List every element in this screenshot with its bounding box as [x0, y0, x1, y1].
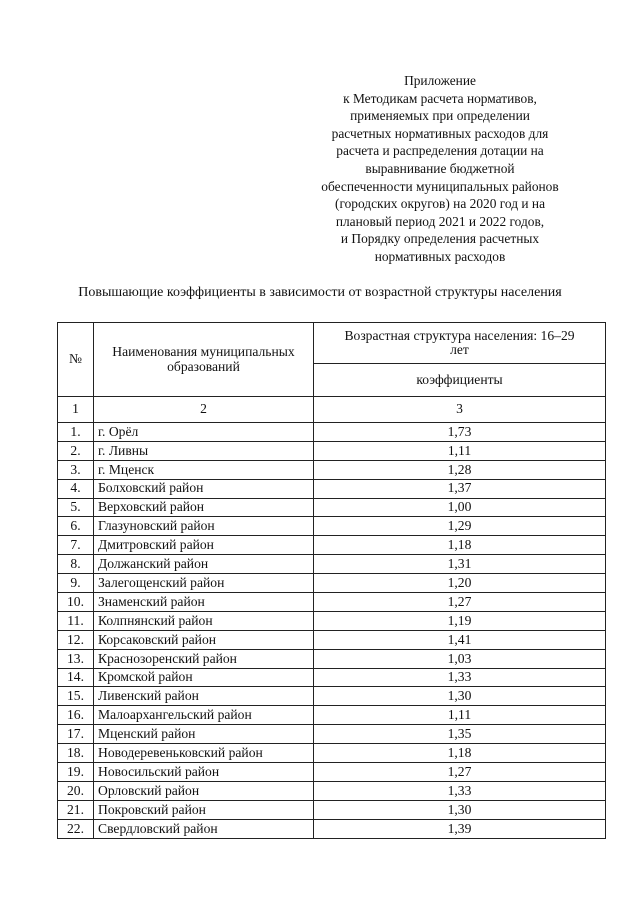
appendix-line: к Методикам расчета нормативов, [343, 90, 537, 106]
row-number: 11. [58, 611, 94, 630]
row-number: 16. [58, 706, 94, 725]
appendix-line: применяемых при определении [350, 108, 530, 124]
row-coefficient: 1,11 [314, 706, 606, 725]
row-coefficient: 1,30 [314, 687, 606, 706]
row-number: 6. [58, 517, 94, 536]
row-municipality: Глазуновский район [94, 517, 314, 536]
row-coefficient: 1,11 [314, 441, 606, 460]
row-number: 10. [58, 593, 94, 612]
row-municipality: Малоархангельский район [94, 706, 314, 725]
row-municipality: Должанский район [94, 555, 314, 574]
table-row [58, 649, 606, 668]
row-municipality: Кромской район [94, 668, 314, 687]
header-index-1: 1 [58, 397, 94, 423]
row-number: 15. [58, 687, 94, 706]
row-number: 7. [58, 536, 94, 555]
table-row [58, 744, 606, 763]
row-municipality: Новодеревеньковский район [94, 744, 314, 763]
table-row [58, 611, 606, 630]
row-number: 8. [58, 555, 94, 574]
appendix-line: обеспеченности муниципальных районов [321, 178, 559, 194]
appendix-line: расчета и распределения дотации на [336, 143, 544, 159]
header-index-2: 2 [94, 397, 314, 423]
appendix-line: (городских округов) на 2020 год и на [334, 196, 546, 212]
table-row [58, 819, 606, 838]
row-number: 17. [58, 725, 94, 744]
row-municipality: Краснозоренский район [94, 649, 314, 668]
table-row [58, 800, 606, 819]
table-title: Повышающие коэффициенты в зависимости от возрастной структуры населения [78, 285, 562, 300]
header-index-3: 3 [314, 397, 606, 423]
row-municipality: Ливенский район [94, 687, 314, 706]
row-number: 12. [58, 630, 94, 649]
appendix-line: нормативных расходов [374, 248, 506, 264]
row-municipality: Знаменский район [94, 593, 314, 612]
row-municipality: г. Мценск [94, 460, 314, 479]
row-municipality: Дмитровский район [94, 536, 314, 555]
header-coefficients: коэффициенты [314, 364, 606, 397]
row-coefficient: 1,41 [314, 630, 606, 649]
row-number: 4. [58, 479, 94, 498]
row-coefficient: 1,39 [314, 819, 606, 838]
coefficients-table [57, 322, 606, 839]
row-municipality: г. Орёл [94, 423, 314, 442]
table-row [58, 517, 606, 536]
row-municipality: Верховский район [94, 498, 314, 517]
row-municipality: г. Ливны [94, 441, 314, 460]
row-municipality: Мценский район [94, 725, 314, 744]
row-coefficient: 1,30 [314, 800, 606, 819]
row-number: 5. [58, 498, 94, 517]
row-number: 13. [58, 649, 94, 668]
row-municipality: Орловский район [94, 781, 314, 800]
table-row [58, 763, 606, 782]
table-row [58, 555, 606, 574]
table-row [58, 706, 606, 725]
row-number: 14. [58, 668, 94, 687]
table-row [58, 687, 606, 706]
row-coefficient: 1,27 [314, 593, 606, 612]
appendix-line: Приложение [404, 73, 476, 88]
table-row [58, 725, 606, 744]
row-coefficient: 1,33 [314, 668, 606, 687]
row-coefficient: 1,27 [314, 763, 606, 782]
row-municipality: Новосильский район [94, 763, 314, 782]
appendix-line: плановый период 2021 и 2022 годов, [335, 213, 545, 229]
appendix-line: и Порядку определения расчетных [340, 231, 540, 247]
row-coefficient: 1,18 [314, 536, 606, 555]
row-coefficient: 1,19 [314, 611, 606, 630]
table-row [58, 593, 606, 612]
row-number: 22. [58, 819, 94, 838]
row-coefficient: 1,33 [314, 781, 606, 800]
row-number: 2. [58, 441, 94, 460]
table-row [58, 536, 606, 555]
header-age-structure: Возрастная структура населения: 16–29 лет [314, 323, 606, 364]
row-coefficient: 1,03 [314, 649, 606, 668]
row-coefficient: 1,29 [314, 517, 606, 536]
header-number: № [58, 323, 94, 397]
table-row [58, 498, 606, 517]
row-number: 19. [58, 763, 94, 782]
row-coefficient: 1,00 [314, 498, 606, 517]
table-row [58, 460, 606, 479]
row-coefficient: 1,18 [314, 744, 606, 763]
row-municipality: Залегощенский район [94, 574, 314, 593]
row-number: 3. [58, 460, 94, 479]
appendix-header [290, 72, 590, 266]
table-row [58, 630, 606, 649]
row-municipality: Корсаковский район [94, 630, 314, 649]
row-coefficient: 1,37 [314, 479, 606, 498]
table-row [58, 781, 606, 800]
row-number: 9. [58, 574, 94, 593]
table-row [58, 441, 606, 460]
row-number: 20. [58, 781, 94, 800]
row-municipality: Колпнянский район [94, 611, 314, 630]
table-row [58, 668, 606, 687]
row-number: 18. [58, 744, 94, 763]
table-row [58, 479, 606, 498]
row-number: 1. [58, 423, 94, 442]
appendix-line: расчетных нормативных расходов для [331, 125, 549, 141]
table-row [58, 574, 606, 593]
appendix-line: выравнивание бюджетной [365, 160, 515, 176]
row-number: 21. [58, 800, 94, 819]
row-municipality: Болховский район [94, 479, 314, 498]
row-coefficient: 1,28 [314, 460, 606, 479]
header-municipality: Наименования муниципальных образований [94, 323, 314, 397]
row-coefficient: 1,31 [314, 555, 606, 574]
row-coefficient: 1,35 [314, 725, 606, 744]
row-coefficient: 1,20 [314, 574, 606, 593]
table-row [58, 423, 606, 442]
row-coefficient: 1,73 [314, 423, 606, 442]
row-municipality: Покровский район [94, 800, 314, 819]
row-municipality: Свердловский район [94, 819, 314, 838]
